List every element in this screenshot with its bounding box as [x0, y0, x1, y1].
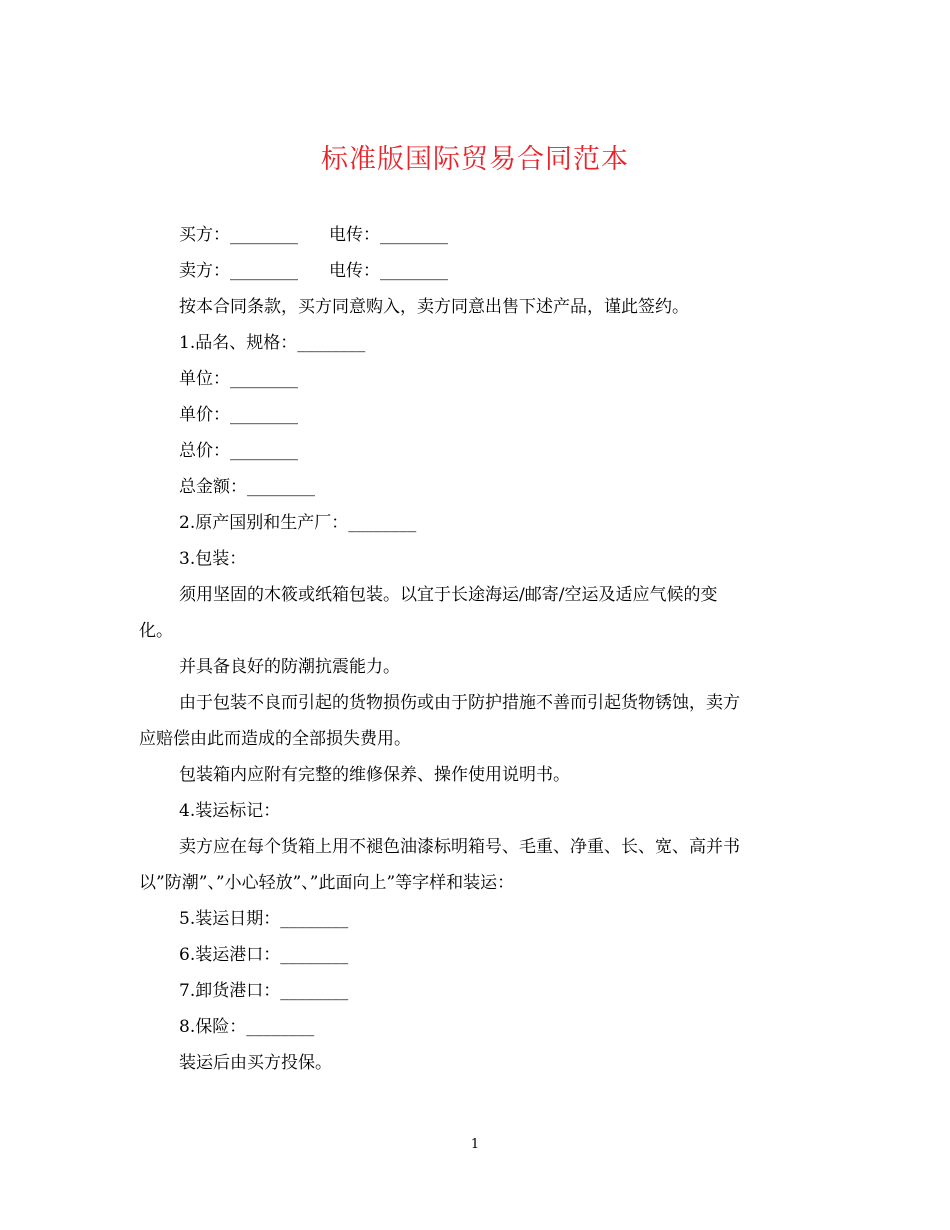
loading-port-field: 6.装运港口：________ — [179, 945, 349, 965]
page-number: 1 — [470, 1137, 480, 1152]
buyer-field: 买方：________ — [179, 225, 298, 245]
seller-fax-field: 电传：________ — [329, 261, 448, 281]
seller-field: 卖方：________ — [179, 261, 298, 281]
packing-paragraph-1-line-1: 须用坚固的木筱或纸箱包装。以宜于长途海运/邮寄/空运及适应气候的变 — [179, 585, 718, 605]
discharge-port-field: 7.卸货港口：________ — [179, 981, 349, 1001]
packing-heading: 3.包装： — [179, 549, 247, 569]
packing-paragraph-3-line-2: 应赔偿由此而造成的全部损失费用。 — [139, 729, 411, 749]
packing-paragraph-3-line-1: 由于包装不良而引起的货物损伤或由于防护措施不善而引起货物锈蚀，卖方 — [179, 693, 740, 713]
shipping-mark-line-2: 以”防潮”、”小心轻放”、”此面向上”等字样和装运： — [139, 873, 515, 893]
packing-paragraph-2: 并具备良好的防潮抗震能力。 — [179, 657, 400, 677]
unit-price-field: 单价：________ — [179, 405, 298, 425]
insurance-note: 装运后由买方投保。 — [179, 1053, 332, 1073]
intro-paragraph: 按本合同条款，买方同意购入，卖方同意出售下述产品，谨此签约。 — [179, 297, 689, 317]
buyer-fax-field: 电传：________ — [329, 225, 448, 245]
shipping-mark-heading: 4.装运标记： — [179, 801, 281, 821]
packing-paragraph-1-line-2: 化。 — [139, 621, 173, 641]
buyer-line — [179, 217, 779, 253]
shipment-date-field: 5.装运日期：________ — [179, 909, 349, 929]
contract-body — [139, 217, 779, 1081]
item-name-spec: 1.品名、规格：________ — [179, 333, 366, 353]
seller-line — [179, 253, 779, 289]
insurance-field: 8.保险：________ — [179, 1017, 315, 1037]
origin-manufacturer: 2.原产国别和生产厂：________ — [179, 513, 417, 533]
page-title: 标准版国际贸易合同范本 — [321, 144, 629, 175]
packing-paragraph-4: 包装箱内应附有完整的维修保养、操作使用说明书。 — [179, 765, 570, 785]
shipping-mark-line-1: 卖方应在每个货箱上用不褪色油漆标明箱号、毛重、净重、长、宽、高并书 — [179, 837, 740, 857]
total-amount-field: 总金额：________ — [179, 477, 315, 497]
total-price-field: 总价：________ — [179, 441, 298, 461]
unit-field: 单位：________ — [179, 369, 298, 389]
